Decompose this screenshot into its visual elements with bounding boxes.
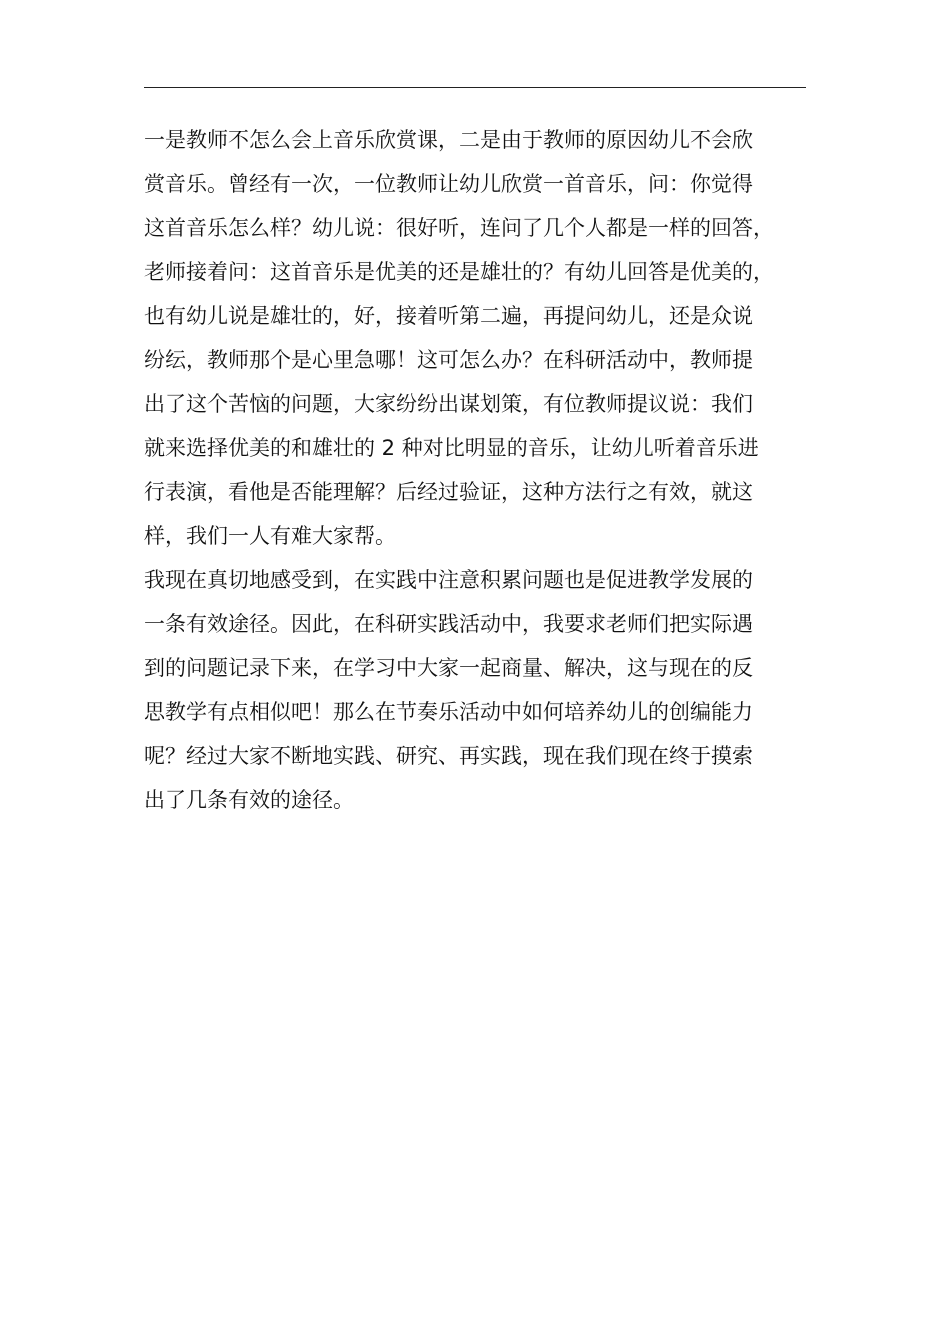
text-line: 也有幼儿说是雄壮的，好，接着听第二遍，再提问幼儿，还是众说 [144, 304, 753, 328]
text-line: 一条有效途径。因此，在科研实践活动中，我要求老师们把实际遇 [144, 612, 753, 636]
text-line: 思教学有点相似吧！那么在节奏乐活动中如何培养幼儿的创编能力 [144, 700, 753, 724]
text-line: 出了几条有效的途径。 [144, 788, 354, 812]
text-line: 纷纭，教师那个是心里急哪！这可怎么办？在科研活动中，教师提 [144, 348, 753, 372]
text-line: 到的问题记录下来，在学习中大家一起商量、解决，这与现在的反 [144, 656, 753, 680]
text-line: 样，我们一人有难大家帮。 [144, 524, 396, 548]
paragraph-1 [144, 118, 808, 558]
text-line: 呢？经过大家不断地实践、研究、再实践，现在我们现在终于摸索 [144, 744, 753, 768]
paragraph-2 [144, 558, 808, 822]
text-line: 一是教师不怎么会上音乐欣赏课，二是由于教师的原因幼儿不会欣 [144, 128, 753, 152]
text-line: 行表演，看他是否能理解？后经过验证，这种方法行之有效，就这 [144, 480, 753, 504]
body-text [144, 118, 808, 822]
text-line: 这首音乐怎么样？幼儿说：很好听，连问了几个人都是一样的回答， [144, 216, 774, 240]
text-line: 老师接着问：这首音乐是优美的还是雄壮的？有幼儿回答是优美的， [144, 260, 774, 284]
text-line: 赏音乐。曾经有一次，一位教师让幼儿欣赏一首音乐，问：你觉得 [144, 172, 753, 196]
text-line: 我现在真切地感受到，在实践中注意积累问题也是促进教学发展的 [144, 568, 753, 592]
header-rule [144, 87, 806, 88]
text-line: 就来选择优美的和雄壮的 2 种对比明显的音乐，让幼儿听着音乐进 [144, 436, 759, 460]
text-line: 出了这个苦恼的问题，大家纷纷出谋划策，有位教师提议说：我们 [144, 392, 753, 416]
